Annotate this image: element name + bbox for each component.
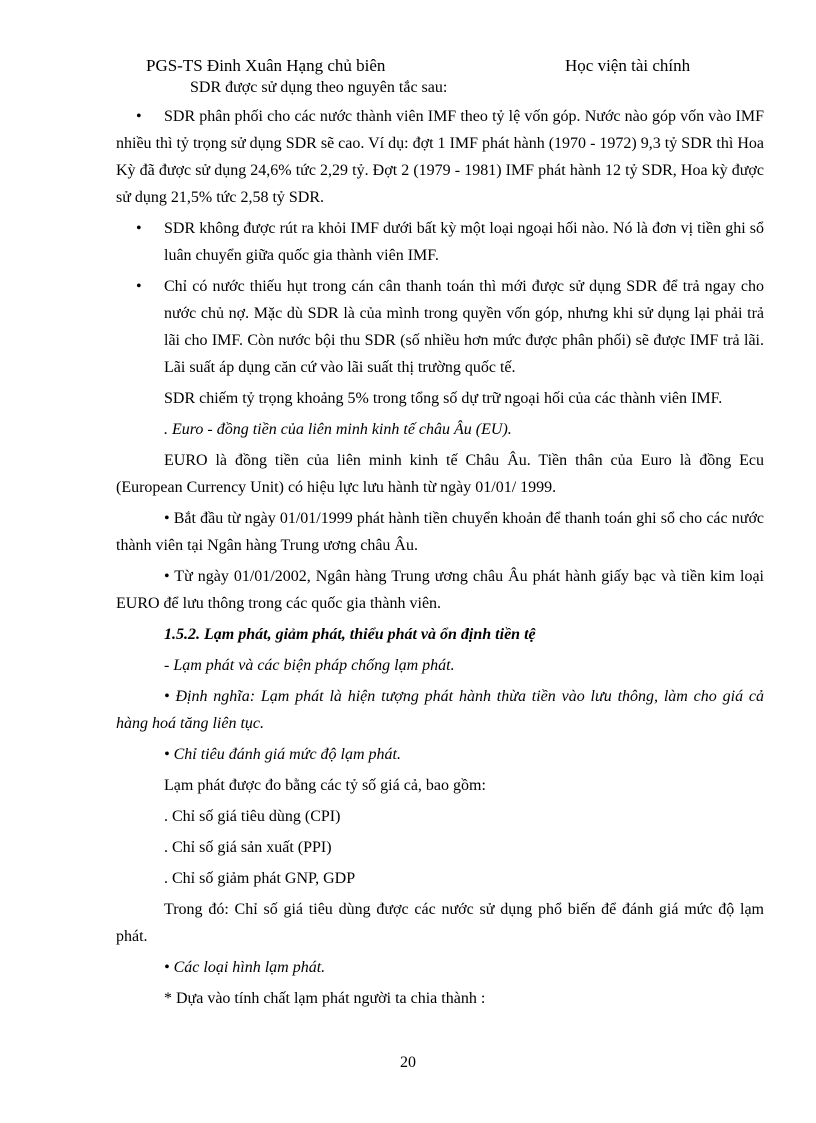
index-item: . Chỉ số giá tiêu dùng (CPI) xyxy=(164,808,341,825)
inflation-subheading: - Lạm phát và các biện pháp chống lạm phát. xyxy=(164,657,455,674)
inflation-definition: • Định nghĩa: Lạm phát là hiện tượng phát hành thừa tiền vào lưu thông, làm cho giá cả hàng hoá tăng liên tục. xyxy=(116,688,764,732)
cpi-usage-paragraph: Trong đó: Chỉ số giá tiêu dùng được các nước sử dụng phổ biến để đánh giá mức độ lạm phát. xyxy=(116,901,764,945)
inflation-types-heading: • Các loại hình lạm phát. xyxy=(164,959,326,976)
euro-paragraph: EURO là đồng tiền của liên minh kinh tế Châu Âu. Tiền thân của Euro là đồng Ecu (European Currency Unit) có hiệu lực lưu hành từ ngày 01/01/ 1999. xyxy=(116,452,764,496)
inflation-criteria: • Chỉ tiêu đánh giá mức độ lạm phát. xyxy=(164,746,401,763)
euro-paragraph: • Từ ngày 01/01/2002, Ngân hàng Trung ương châu Âu phát hành giấy bạc và tiền kim loại EURO để lưu thông trong các quốc gia thành viên. xyxy=(116,568,764,612)
header-author: PGS-TS Đinh Xuân Hạng chủ biên xyxy=(146,56,386,75)
bullet-item xyxy=(116,215,764,269)
bullet-dot: • xyxy=(136,220,142,237)
bullet-item xyxy=(116,103,764,211)
sdr-share-paragraph: SDR chiếm tỷ trọng khoảng 5% trong tổng số dự trữ ngoại hối của các thành viên IMF. xyxy=(164,390,723,407)
classification-paragraph: * Dựa vào tính chất lạm phát người ta chia thành : xyxy=(164,990,486,1007)
bullet-dot: • xyxy=(136,108,142,125)
page-body xyxy=(116,74,764,1016)
bullet-text: Chỉ có nước thiếu hụt trong cán cân thanh toán thì mới được sử dụng SDR để trả ngay cho nước chủ nợ. Mặc dù SDR là của mình trong quyền vốn góp, nhưng khi sử dụng lại phải trả lãi cho IMF. Còn nước bội thu SDR (số nhiều hơn mức được phân phối) sẽ được IMF trả lãi. Lãi suất áp dụng căn cứ vào lãi suất thị trường quốc tế. xyxy=(164,278,764,376)
bullet-text: SDR không được rút ra khỏi IMF dưới bất kỳ một loại ngoại hối nào. Nó là đơn vị tiền ghi sổ luân chuyển giữa quốc gia thành viên IMF. xyxy=(164,220,764,264)
bullet-text: SDR phân phối cho các nước thành viên IMF theo tỷ lệ vốn góp. Nước nào góp vốn vào IMF nhiều thì tỷ trọng sử dụng SDR sẽ cao. Ví dụ: đợt 1 IMF phát hành (1970 - 1972) 9,3 tỷ SDR thì Hoa Kỳ đã được sử dụng 24,6% tức 2,29 tỷ. Đợt 2 (1979 - 1981) IMF phát hành 12 tỷ SDR, Hoa kỳ được sử dụng 21,5% tức 2,58 tỷ SDR. xyxy=(116,108,764,206)
index-item: . Chỉ số giá sản xuất (PPI) xyxy=(164,839,332,856)
page-number: 20 xyxy=(400,1054,416,1071)
euro-paragraph: • Bắt đầu từ ngày 01/01/1999 phát hành tiền chuyển khoản để thanh toán ghi sổ cho các nước thành viên tại Ngân hàng Trung ương châu Âu. xyxy=(116,510,764,554)
bullet-item xyxy=(116,273,764,381)
header-institution: Học viện tài chính xyxy=(565,56,691,75)
sdr-principles-intro: SDR được sử dụng theo nguyên tắc sau: xyxy=(190,79,448,96)
index-item: . Chỉ số giảm phát GNP, GDP xyxy=(164,870,356,887)
bullet-dot: • xyxy=(136,278,142,295)
measurement-paragraph: Lạm phát được đo bằng các tỷ số giá cả, bao gồm: xyxy=(164,777,486,794)
section-heading: 1.5.2. Lạm phát, giảm phát, thiểu phát và ổn định tiền tệ xyxy=(164,626,536,643)
euro-heading: . Euro - đồng tiền của liên minh kinh tế châu Âu (EU). xyxy=(164,421,512,438)
